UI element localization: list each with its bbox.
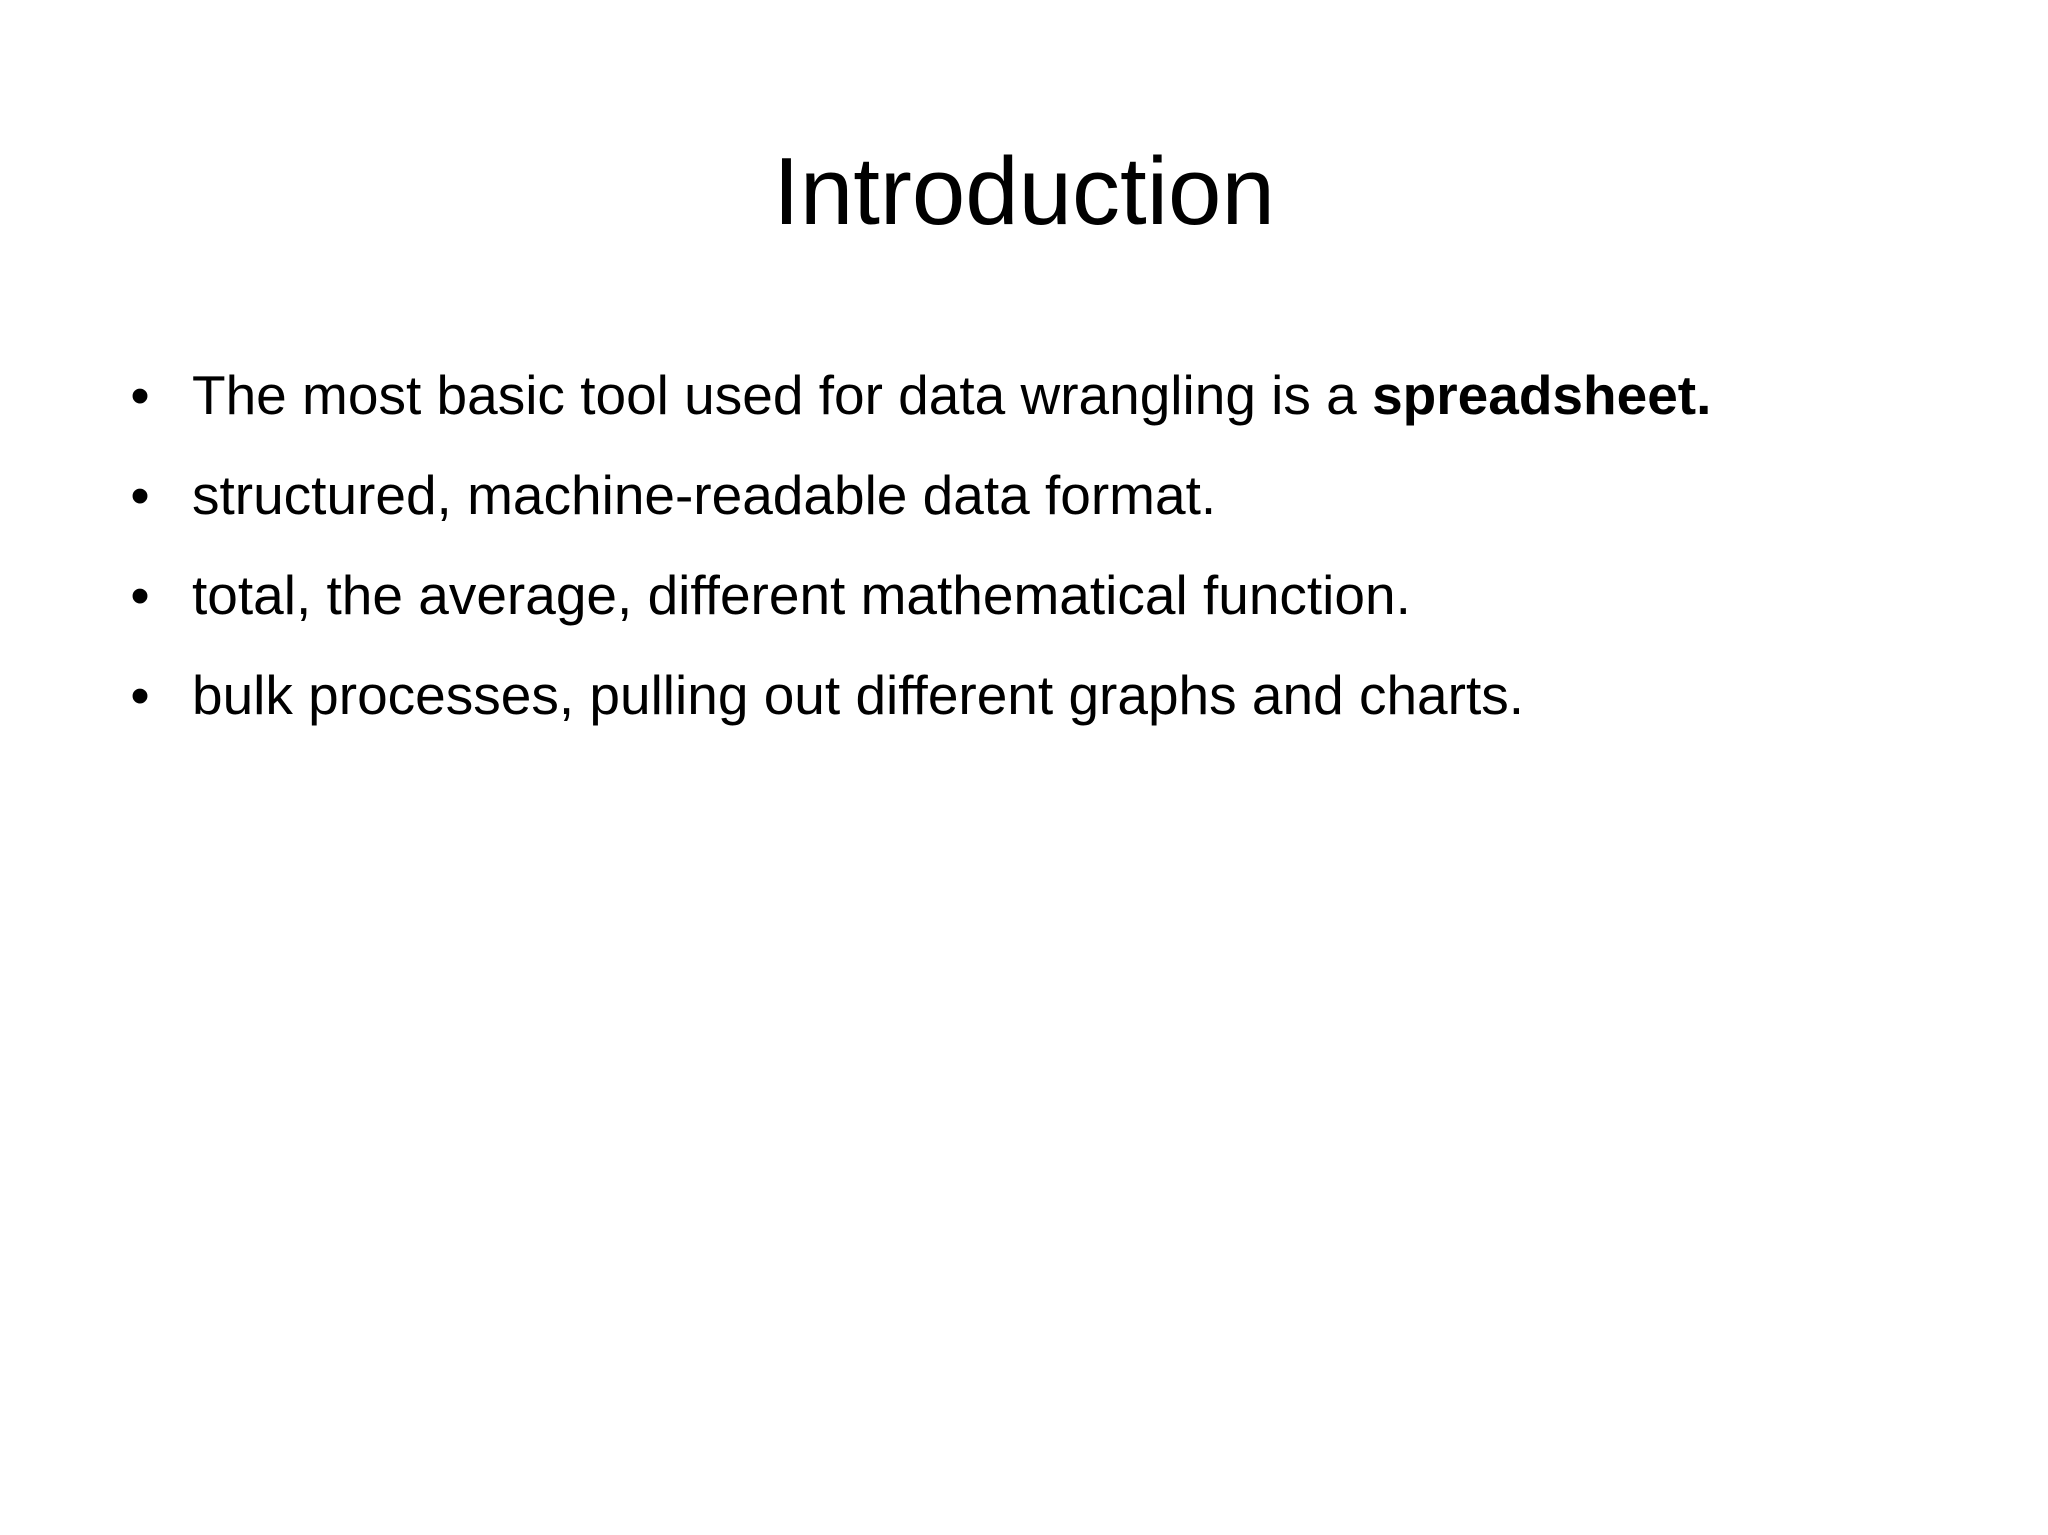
bullet-text: bulk processes, pulling out different graphs and charts.: [192, 664, 1525, 726]
bullet-item: [120, 460, 1980, 560]
slide-title: Introduction: [773, 138, 1275, 245]
bullet-item: [120, 360, 1980, 460]
bullet-text-bold: spreadsheet.: [1372, 364, 1712, 426]
bullet-text: structured, machine-readable data format.: [192, 464, 1217, 526]
bullet-icon: •: [130, 564, 150, 626]
bullet-text: [192, 360, 1711, 430]
bullet-item: [120, 660, 1980, 760]
bullet-icon: •: [130, 364, 150, 426]
bullet-list: [120, 360, 1980, 760]
bullet-item: [120, 560, 1980, 660]
bullet-text-regular: The most basic tool used for data wrangling is a: [192, 364, 1373, 426]
bullet-icon: •: [130, 464, 150, 526]
bullet-text: total, the average, different mathematical function.: [192, 564, 1411, 626]
bullet-icon: •: [130, 664, 150, 726]
